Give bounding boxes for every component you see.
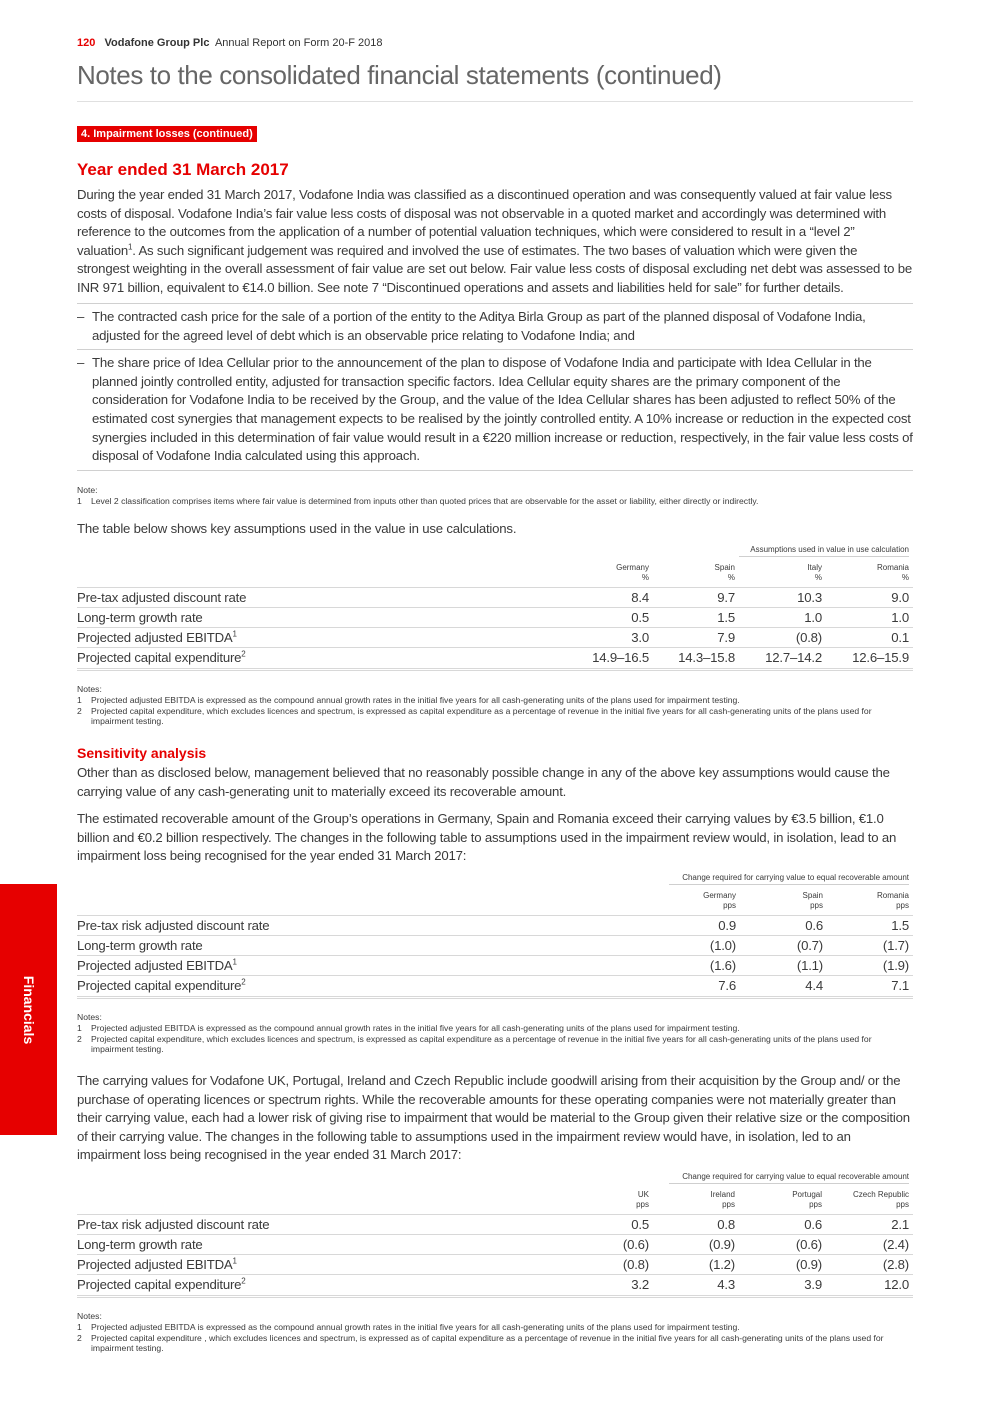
row-label: Pre-tax risk adjusted discount rate: [77, 1217, 270, 1232]
intro-footnote-ref: 1: [128, 242, 133, 252]
col-unit: pps: [809, 1200, 822, 1209]
cell-value: 0.1: [891, 630, 909, 645]
cell-value: 0.6: [805, 918, 823, 933]
page-title: Notes to the consolidated financial statements (continued): [77, 60, 722, 90]
cell-value: 1.5: [717, 610, 735, 625]
row-label-text: Projected capital expenditure: [77, 650, 242, 665]
note-text: Projected adjusted EBITDA is expressed as the compound annual growth rates in the initial five years for all cash-generating units of the plans used for impairment testing.: [91, 1321, 740, 1332]
row-label-text: Projected capital expenditure: [77, 1277, 242, 1292]
table-row: [77, 587, 913, 608]
cell-value: 12.0: [884, 1277, 909, 1292]
valuation-bases-list: [77, 303, 913, 471]
col-name: Spain: [714, 563, 735, 572]
list-item: [77, 303, 913, 349]
row-footnote-ref: 1: [232, 629, 237, 639]
table2-notes: [77, 1012, 913, 1055]
cell-value: (1.0): [709, 938, 736, 953]
col-name: Ireland: [710, 1190, 735, 1199]
row-label: Long-term growth rate: [77, 938, 203, 953]
note-line: [77, 695, 913, 706]
cell-value: 3.9: [804, 1277, 822, 1292]
cell-value: (0.9): [795, 1257, 822, 1272]
cell-value: (1.6): [709, 958, 736, 973]
row-footnote-ref: 2: [241, 649, 246, 659]
cell-value: 3.2: [631, 1277, 649, 1292]
row-label: [77, 650, 246, 665]
year-heading: Year ended 31 March 2017: [77, 160, 289, 179]
running-header: [77, 37, 383, 49]
col-unit: pps: [723, 901, 736, 910]
cell-value: (0.7): [796, 938, 823, 953]
table-row: [77, 647, 913, 671]
cell-value: 0.5: [631, 610, 649, 625]
row-label: [77, 630, 237, 645]
page-number: 120: [77, 37, 96, 49]
note-heading: Note:: [77, 485, 98, 495]
sidebar-section-label: Financials: [20, 975, 37, 1044]
cell-value: 10.3: [797, 590, 822, 605]
note-line: [77, 706, 913, 728]
row-label: [77, 1257, 237, 1272]
note-line: [77, 1034, 913, 1056]
cell-value: (1.9): [882, 958, 909, 973]
intro-text: During the year ended 31 March 2017, Vodafone India was classified as a discontinued operation and was consequently valued at fair value less costs of disposal. Vodafone India’s fair value less costs of disposal was not observable in a quoted market and accordingly was determined with reference to the outcomes from the application of a number of potential valuation techniques, which were considered to result in a “level 2” valuation: [77, 187, 892, 258]
row-label: [77, 958, 237, 973]
table-row: [77, 1254, 913, 1275]
col-unit: pps: [896, 1200, 909, 1209]
section-tag: 4. Impairment losses (continued): [77, 126, 257, 142]
cell-value: 0.5: [631, 1217, 649, 1232]
table1-col-italy: [750, 563, 822, 583]
cell-value: 4.4: [805, 978, 823, 993]
company-name: Vodafone Group Plc: [104, 37, 210, 49]
cell-value: 1.0: [804, 610, 822, 625]
table2-col-romania: [837, 891, 909, 911]
cell-value: 0.9: [718, 918, 736, 933]
note-level2: [77, 485, 913, 507]
cell-value: 8.4: [631, 590, 649, 605]
table-row: [77, 915, 913, 936]
cell-value: 0.8: [717, 1217, 735, 1232]
table-row: [77, 1274, 913, 1298]
cell-value: (1.7): [882, 938, 909, 953]
cell-value: 0.6: [804, 1217, 822, 1232]
table-assumptions: [77, 545, 913, 675]
cell-value: 12.7–14.2: [765, 650, 822, 665]
row-label: Pre-tax risk adjusted discount rate: [77, 918, 270, 933]
row-label: Long-term growth rate: [77, 610, 203, 625]
cell-value: 1.5: [891, 918, 909, 933]
row-footnote-ref: 1: [232, 957, 237, 967]
table-row: [77, 975, 913, 999]
note-text: Projected adjusted EBITDA is expressed as the compound annual growth rates in the initial five years for all cash-generating units of the plans used for impairment testing.: [91, 694, 740, 705]
sensitivity-heading: Sensitivity analysis: [77, 745, 207, 761]
cell-value: 3.0: [631, 630, 649, 645]
sensitivity-para1: Other than as disclosed below, management believed that no reasonably possible change in any of the above key assumptions would cause the carrying value of any cash-generating unit to materially exceed its recoverable amount.: [77, 765, 890, 799]
note-line: [77, 1322, 913, 1333]
table3-col-ireland: [663, 1190, 735, 1210]
cell-value: 7.6: [718, 978, 736, 993]
row-label-text: Projected adjusted EBITDA: [77, 630, 233, 645]
col-name: UK: [637, 1190, 649, 1199]
table3-col-portugal: [750, 1190, 822, 1210]
note-text: Projected adjusted EBITDA is expressed as the compound annual growth rates in the initial five years for all cash-generating units of the plans used for impairment testing.: [91, 1022, 740, 1033]
list-dash: –: [77, 309, 85, 324]
cell-value: 7.9: [717, 630, 735, 645]
col-name: Italy: [807, 563, 822, 572]
cell-value: 14.3–15.8: [678, 650, 735, 665]
cell-value: (2.4): [882, 1237, 909, 1252]
row-footnote-ref: 2: [241, 1276, 246, 1286]
note-text: Projected capital expenditure, which excludes licences and spectrum, is expressed as capital expenditure as a percentage of revenue in the initial five years for all cash-generating units of the plans used for impairment testing.: [91, 1033, 872, 1055]
col-name: Portugal: [792, 1190, 822, 1199]
note-heading: Notes:: [77, 1012, 102, 1022]
table1-col-germany: [577, 563, 649, 583]
table2-col-spain: [751, 891, 823, 911]
cell-value: (0.6): [622, 1237, 649, 1252]
table-row: [77, 607, 913, 628]
row-label: Pre-tax adjusted discount rate: [77, 590, 247, 605]
col-unit: %: [727, 573, 735, 582]
cell-value: (0.6): [795, 1237, 822, 1252]
table2-col-germany: [664, 891, 736, 911]
note-number: 2: [77, 1033, 82, 1044]
table1-col-spain: [663, 563, 735, 583]
cell-value: (0.8): [622, 1257, 649, 1272]
note-number: 2: [77, 1332, 82, 1343]
sensitivity-para2: The estimated recoverable amount of the Group’s operations in Germany, Spain and Romania exceed their carrying values by €3.5 billion, €1.0 billion and €0.2 billion respectively. The changes in the following table to assumptions used in the impairment review would, in isolation, lead to an impairment loss being recognised for the year ended 31 March 2017:: [77, 811, 897, 864]
table-row: [77, 1234, 913, 1255]
list-dash: –: [77, 355, 85, 371]
table-row: [77, 627, 913, 648]
cell-value: 4.3: [717, 1277, 735, 1292]
note-number: 1: [77, 1321, 82, 1332]
col-name: Germany: [616, 563, 649, 572]
col-name: Spain: [802, 891, 823, 900]
col-unit: %: [641, 573, 649, 582]
cell-value: (1.1): [796, 958, 823, 973]
table1-lead: The table below shows key assumptions used in the value in use calculations.: [77, 521, 517, 536]
table-row: [77, 935, 913, 956]
note-number: 1: [77, 1022, 82, 1033]
note-text: Level 2 classification comprises items where fair value is determined from inputs other than quoted prices that are observable for the asset or liability, either directly or indirectly.: [91, 495, 759, 506]
note-text: Projected capital expenditure, which excludes licences and spectrum, is expressed as capital expenditure as a percentage of revenue in the initial five years for all cash-generating units of the plans used for impairment testing.: [91, 705, 872, 727]
cell-value: (1.2): [708, 1257, 735, 1272]
cell-value: 2.1: [891, 1217, 909, 1232]
note-line: [77, 1333, 913, 1355]
col-name: Romania: [876, 563, 909, 572]
table3-col-czech-republic: [817, 1190, 909, 1210]
row-footnote-ref: 2: [241, 977, 246, 987]
row-label-text: Projected adjusted EBITDA: [77, 1257, 233, 1272]
note-heading: Notes:: [77, 684, 102, 694]
list-item-text: The contracted cash price for the sale of a portion of the entity to the Aditya Birla Group as part of the planned disposal of Vodafone India, adjusted for the agreed level of debt which is an observable price relating to Vodafone India; and: [92, 309, 866, 343]
table1-col-romania: [837, 563, 909, 583]
cell-value: (2.8): [882, 1257, 909, 1272]
intro-text-cont: . As such significant judgement was required and involved the use of estimates. The two bases of valuation which were given the strongest weighting in the overall assessment of fair value are set out below. Fair value less costs of disposal excluding net debt was assessed to be INR 971 billion, equivalent to €14.0 billion. See note 7 “Discontinued operations and assets and liabilities held for sale” for further details.: [77, 242, 912, 295]
table3-notes: [77, 1311, 913, 1354]
cell-value: 9.0: [891, 590, 909, 605]
note-text: Projected capital expenditure , which excludes licences and spectrum, is expressed as of capital expenditure as a percentage of revenue in the initial five years for all cash-generating units of the plans used for impairment testing.: [91, 1332, 884, 1354]
carrying-values-paragraph: The carrying values for Vodafone UK, Portugal, Ireland and Czech Republic include goodwill arising from their acquisition by the Group and/ or the purchase of operating licences or spectrum rights. While the recoverable amounts for these operating companies were not materially greater than their carrying value, each had a lower risk of giving rise to impairment that would be material to the Group given their relative size or the composition of their carrying value. The changes in the following table to assumptions used in the impairment review would have, in isolation, led to an impairment loss being recognised in the year ended 31 March 2017:: [77, 1073, 910, 1163]
row-label: [77, 978, 246, 993]
cell-value: 12.6–15.9: [852, 650, 909, 665]
cell-value: 7.1: [891, 978, 909, 993]
col-unit: pps: [636, 1200, 649, 1209]
col-unit: %: [814, 573, 822, 582]
note-line: [77, 496, 913, 507]
cell-value: (0.9): [708, 1237, 735, 1252]
intro-paragraph: [77, 186, 913, 298]
cell-value: 1.0: [891, 610, 909, 625]
table-sensitivity-uk-ireland-portugal-czech: [77, 1172, 913, 1302]
cell-value: (0.8): [795, 630, 822, 645]
sidebar-section-tab[interactable]: [0, 884, 57, 1135]
table-sensitivity-germany-spain-romania: [77, 873, 913, 1003]
col-unit: pps: [722, 1200, 735, 1209]
cell-value: 9.7: [717, 590, 735, 605]
col-name: Germany: [703, 891, 736, 900]
row-label-text: Projected capital expenditure: [77, 978, 242, 993]
col-name: Romania: [876, 891, 909, 900]
col-name: Czech Republic: [852, 1190, 909, 1199]
table1-super-header: Assumptions used in value in use calculation: [739, 545, 909, 557]
table2-super-header: Change required for carrying value to equal recoverable amount: [669, 873, 909, 885]
list-item: [77, 349, 913, 471]
cell-value: 14.9–16.5: [592, 650, 649, 665]
table-row: [77, 1214, 913, 1235]
note-line: [77, 1023, 913, 1034]
title-divider: [77, 101, 913, 102]
note-number: 2: [77, 705, 82, 716]
table3-super-header: Change required for carrying value to equal recoverable amount: [669, 1172, 909, 1184]
note-number: 1: [77, 694, 82, 705]
row-label-text: Projected adjusted EBITDA: [77, 958, 233, 973]
row-footnote-ref: 1: [232, 1256, 237, 1266]
row-label: Long-term growth rate: [77, 1237, 203, 1252]
note-heading: Notes:: [77, 1311, 102, 1321]
report-name: Annual Report on Form 20-F 2018: [214, 37, 383, 49]
list-item-text: The share price of Idea Cellular prior to the announcement of the plan to dispose of Vodafone India and participate with Idea Cellular in the planned jointly controlled entity, adjusted for transaction specific factors. Idea Cellular equity shares are the primary component of the consideration for Vodafone India to be received by the Group, and the value of the Idea Cellular shares has been adjusted to reflect 50% of the estimated cost synergies that management expects to be realised by the jointly controlled entity. A 10% increase or reduction in the expected cost synergies included in this determination of fair value would result in a €220 million increase or reduction, respectively, in the fair value less costs of disposal of Vodafone India calculated using this approach.: [92, 355, 913, 464]
note-number: 1: [77, 495, 82, 506]
col-unit: pps: [896, 901, 909, 910]
col-unit: pps: [810, 901, 823, 910]
table-row: [77, 955, 913, 976]
col-unit: %: [901, 573, 909, 582]
table1-notes: [77, 684, 913, 727]
table3-col-uk: [577, 1190, 649, 1210]
row-label: [77, 1277, 246, 1292]
